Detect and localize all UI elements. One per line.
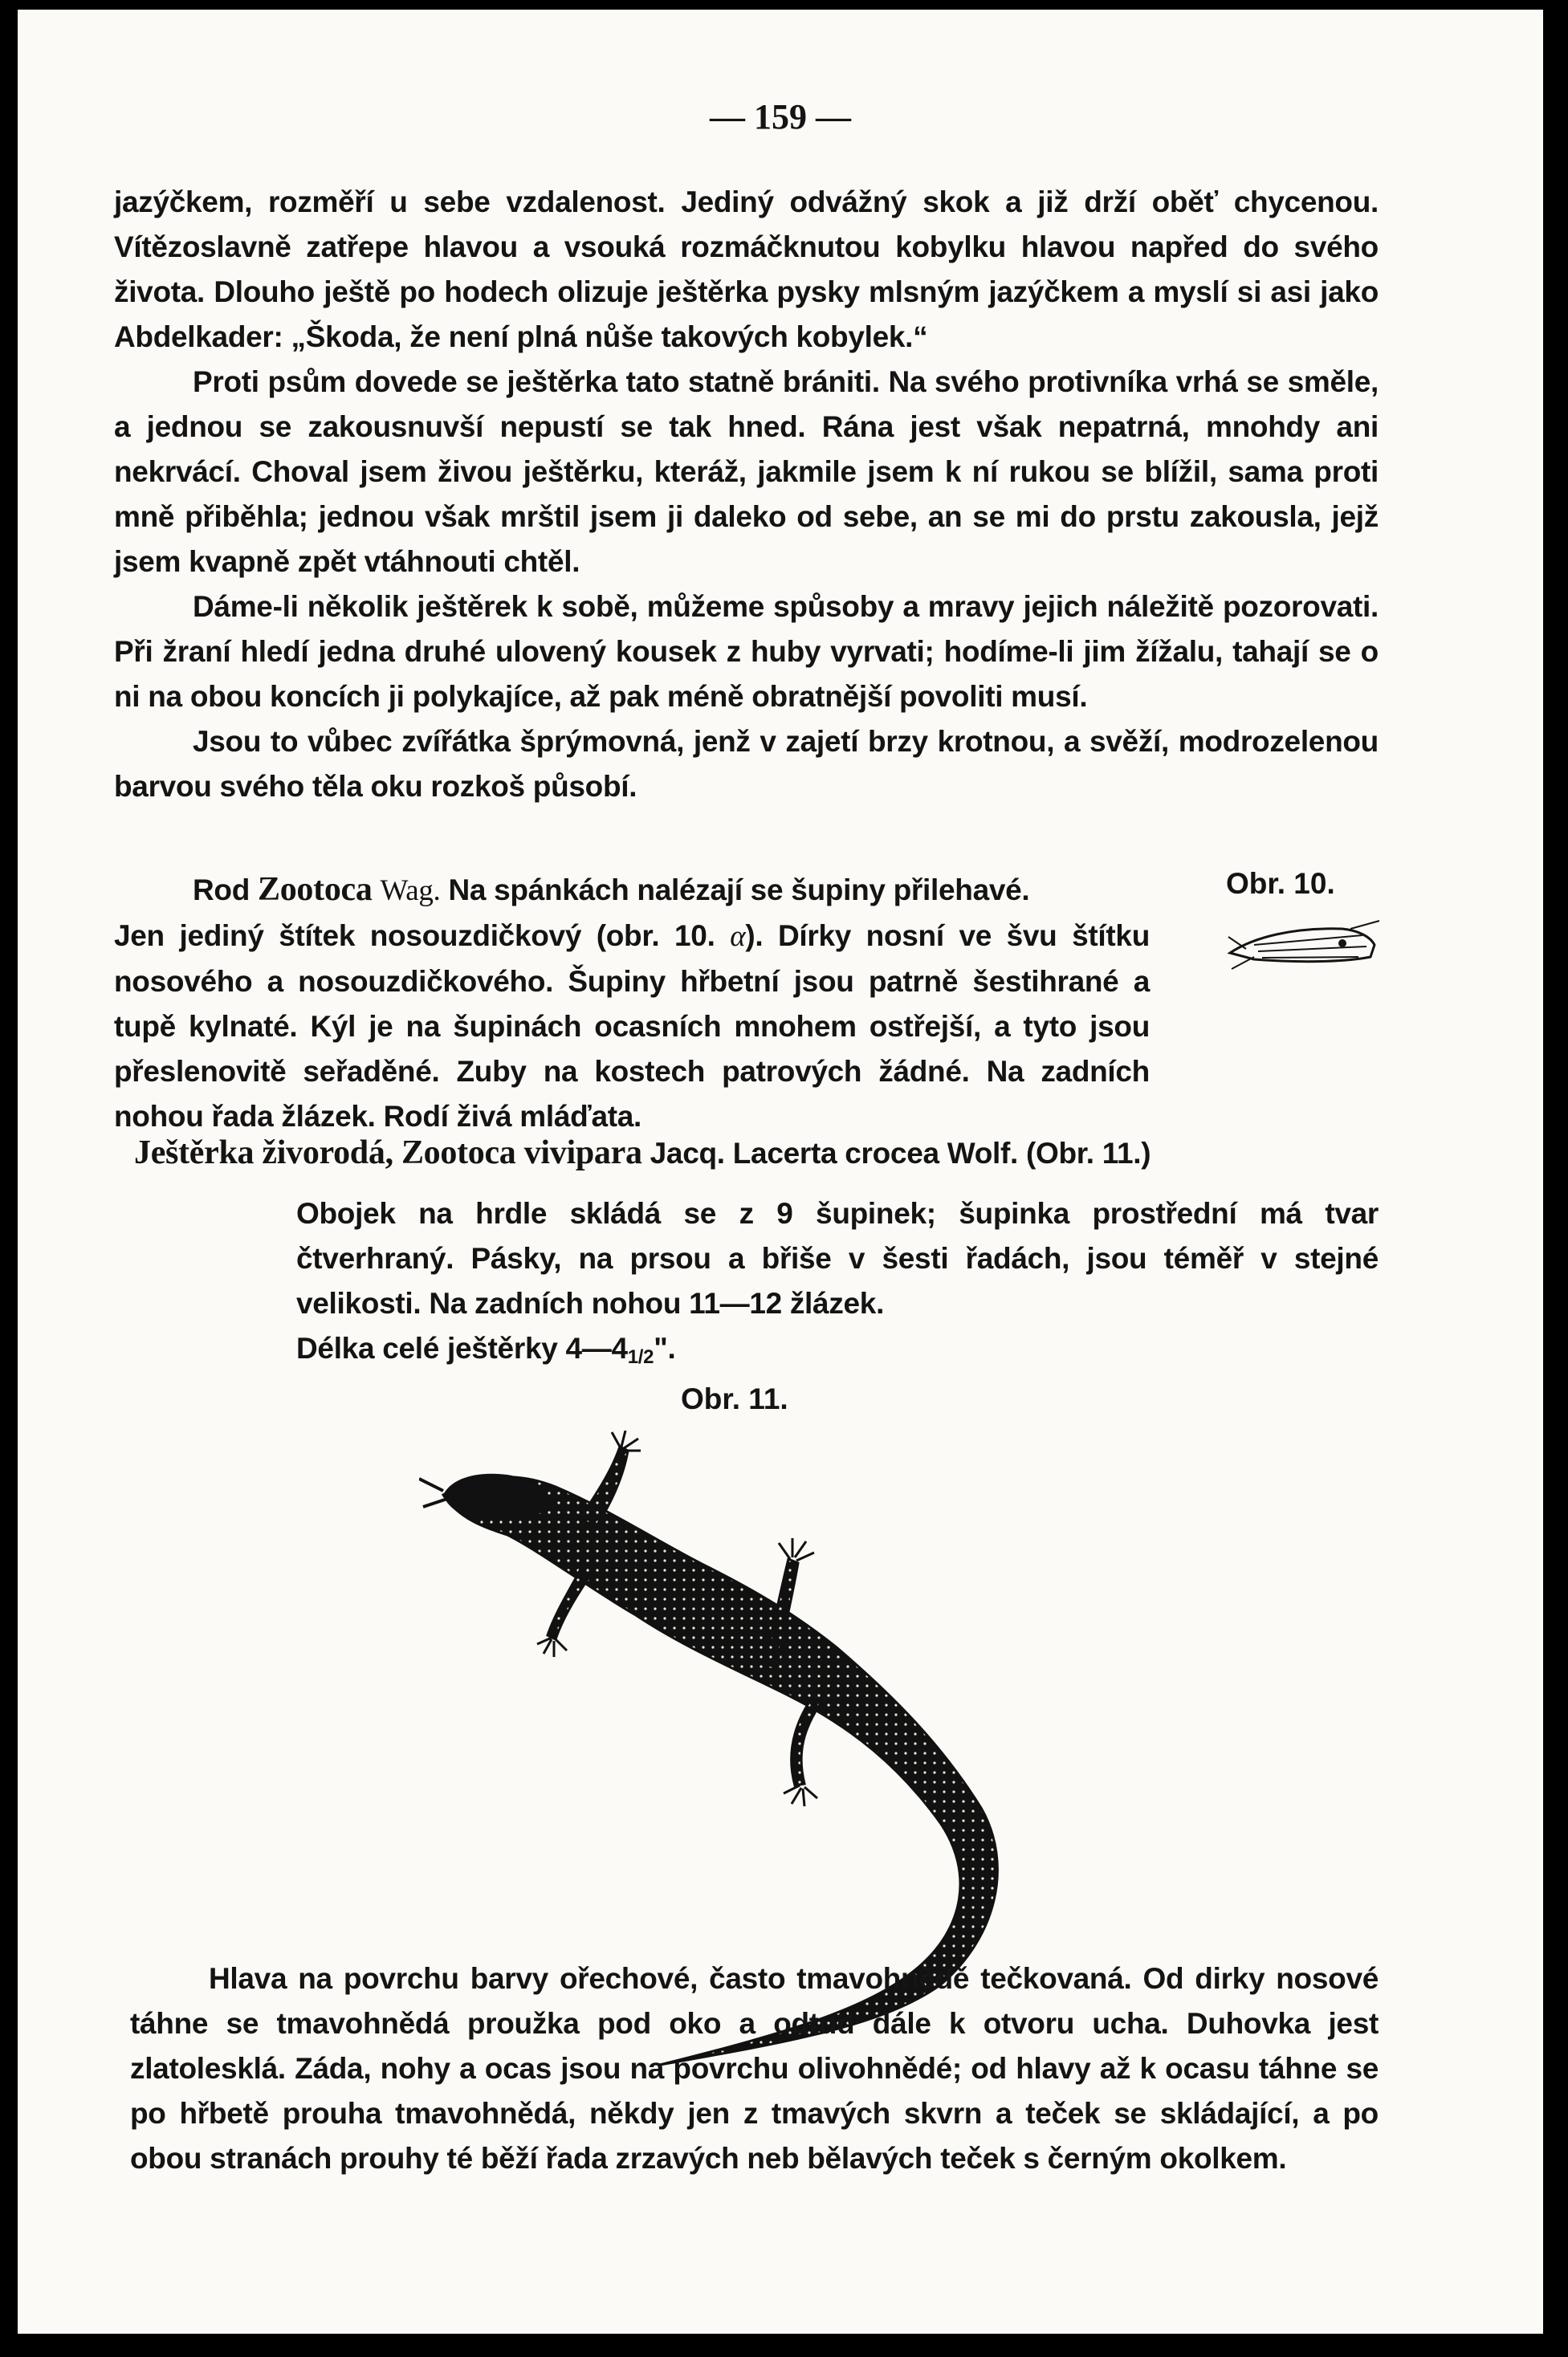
book-page: [18, 10, 1543, 2334]
genus-name: Zootoca: [258, 871, 373, 908]
page-number: — 159 —: [710, 97, 851, 136]
paragraph: jazýčkem, rozměří u sebe vzdalenost. Jediný odvážný skok a již drží oběť chycenou. Vítězoslavně zatřepe hlavou a vsouká rozmáčknutou kobylku hlavou napřed do svého života. Dlouho ještě po hodech olizuje ještěrka pysky mlsným jazýčkem a myslí si asi jako Abdelkader: „Škoda, že není plná nůše takových kobylek.“: [114, 185, 1379, 353]
figure-10-lizard-head: [1222, 913, 1383, 989]
paragraph: Dáme-li několik ještěrek k sobě, můžeme spůsoby a mravy jejich náležitě pozorovati. Při žraní hledí jedna druhé ulovený kousek z huby vyrvati; hodíme-li jim žížalu, tahají se o ni na obou koncích ji polykajíce, až pak méně obratnější povoliti musí.: [114, 590, 1379, 713]
text-block-top: [114, 180, 1379, 809]
species-desc: Obojek na hrdle skládá se z 9 šupinek; šupinka prostřední má tvar čtverhraný. Pásky, na prsou a břiše v šesti řadách, jsou téměř v stejné velikosti. Na zadních nohou 11—12 žlázek.: [296, 1197, 1379, 1320]
genus-alpha: α: [730, 920, 746, 953]
genus-author: Wag.: [380, 874, 441, 907]
figure-11-caption: Obr. 11.: [681, 1382, 788, 1415]
genus-paragraph: [114, 867, 1379, 1139]
paragraph: Jsou to vůbec zvířátka šprýmovná, jenž v zajetí brzy krotnou, a svěží, modrozelenou barvou svého těla oku rozkoš působí.: [114, 725, 1379, 803]
genus-text-2: Jen jediný štítek nosouzdičkový (obr. 10.: [114, 919, 715, 952]
figure-10-caption: Obr. 10.: [1226, 867, 1335, 900]
length-fraction: 1/2: [627, 1346, 654, 1368]
text-block-bottom: [130, 1956, 1379, 2181]
genus-text-3: ). Dírky nosní ve švu štítku nosového a nosouzdičkového. Šupiny hřbetní jsou patrně šestihrané a tupě kylnaté. Kýl je na šupinách ocasních mnohem ostřejší, a tyto jsou přeslenovitě seřaděné. Zuby na kostech patrových žádné. Na zadních nohou řada žlázek. Rodí živá mláďata.: [114, 919, 1150, 1133]
species-heading: [134, 1130, 1387, 1176]
length-unit: ".: [654, 1332, 676, 1365]
genus-text-1: Na spánkách nalézají se šupiny přilehavé.: [448, 873, 1030, 906]
paragraph: Hlava na povrchu barvy ořechové, často tmavohnědě tečkovaná. Od dirky nosové táhne se tmavohnědá proužka pod oko a odtud dále k otvoru ucha. Duhovka jest zlatolesklá. Záda, nohy a ocas jsou na povrchu olivohnědé; od hlavy až k ocasu táhne se po hřbetě prouha tmavohnědá, někdy jen z tmavých skvrn a teček se skládající, a po obou stranách prouhy té běží řada zrzavých neb bělavých teček s černým okolkem.: [130, 1962, 1379, 2175]
species-title: Ještěrka živorodá, Zootoca vivipara: [134, 1134, 642, 1171]
paragraph: Proti psům dovede se ještěrka tato statně brániti. Na svého protivníka vrhá se směle, a jednou se zakousnuvší nepustí se tak hned. Rána jest však nepatrná, mnohdy ani nekrvácí. Choval jsem živou ještěrku, kteráž, jakmile jsem k ní rukou se blížil, sama proti mně přiběhla; jednou však mrštil jsem ji daleko od sebe, an se mi do prstu zakousla, jejž jsem kvapně zpět vtáhnouti chtěl.: [114, 365, 1379, 578]
length-text: Délka celé ještěrky 4—4: [296, 1332, 628, 1365]
species-description: [114, 1191, 1379, 1380]
genus-rod: Rod: [193, 873, 250, 906]
species-rest: Jacq. Lacerta crocea Wolf. (Obr. 11.): [650, 1137, 1151, 1170]
